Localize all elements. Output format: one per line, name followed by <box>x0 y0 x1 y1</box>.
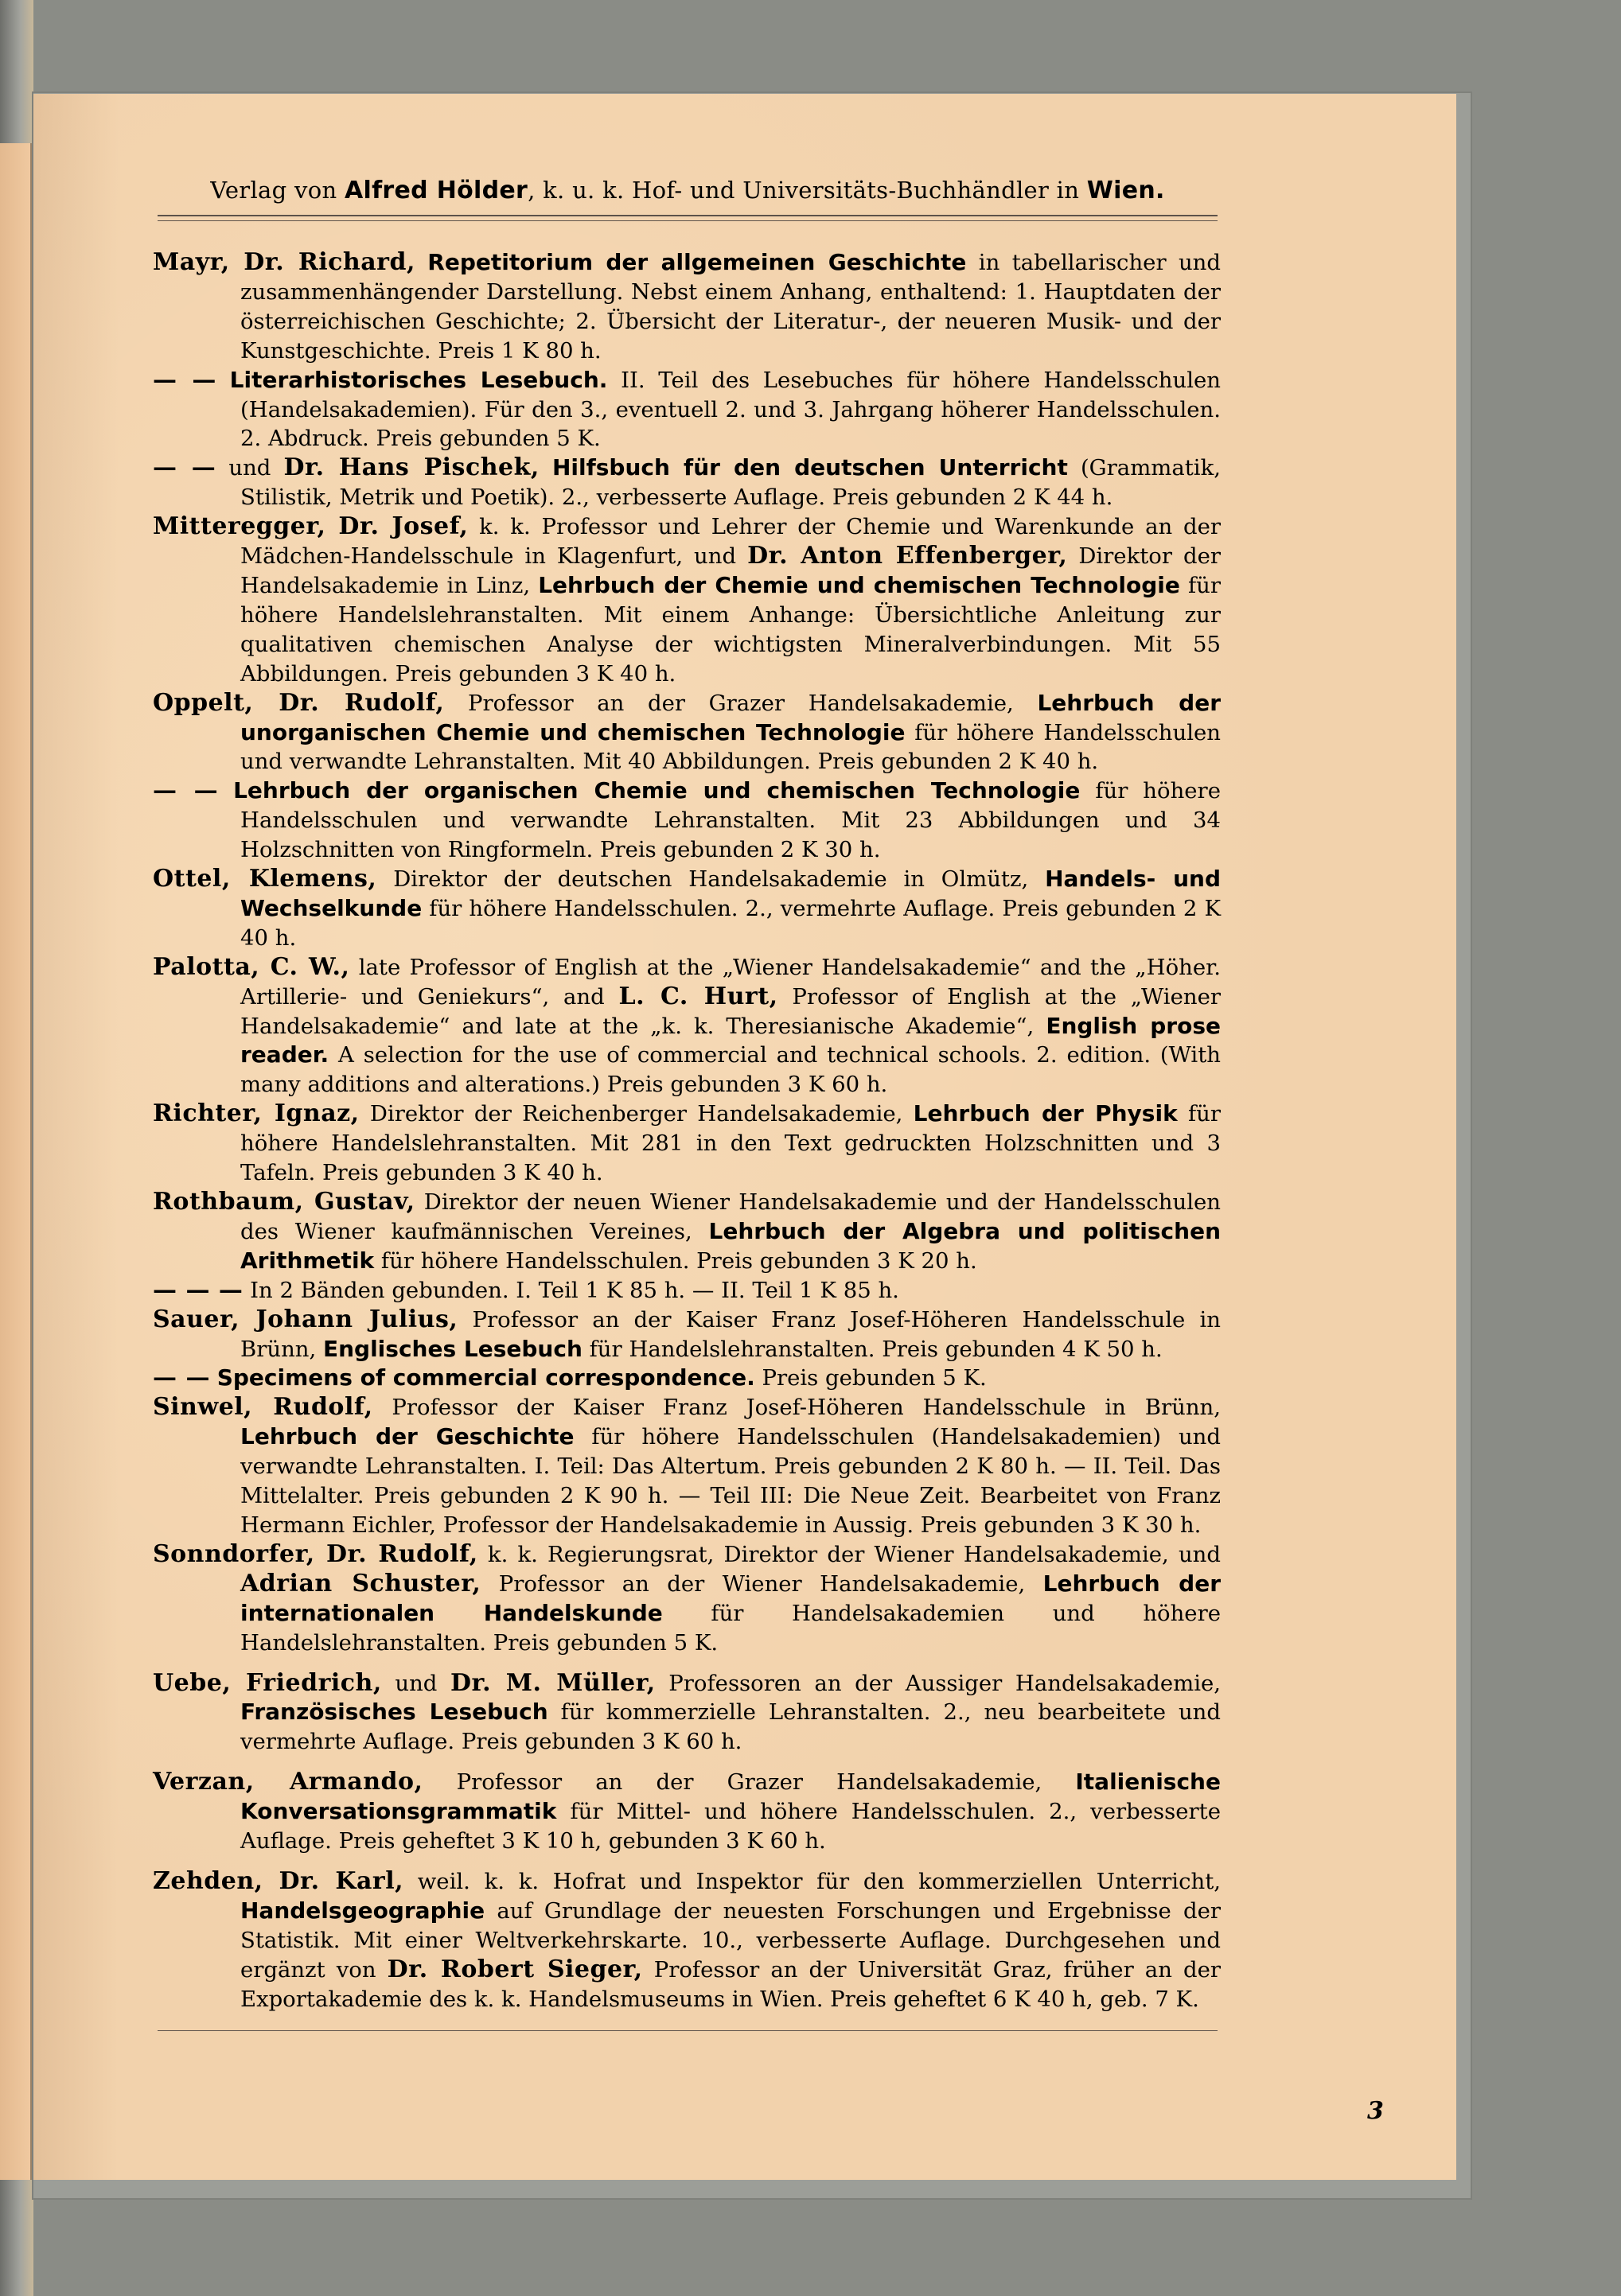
header-middle: , k. u. k. Hof- und Universitäts-Buchhändler in <box>528 177 1080 204</box>
catalog-entry <box>153 1306 1221 1364</box>
catalog-entry <box>153 1188 1221 1276</box>
entry-description-3: für kommerzielle Lehranstalten. 2., neu bearbeitete und vermehrte Auflage. Preis gebunden 3 K 60 h. <box>240 1699 1221 1755</box>
entry-author: Ottel, Klemens, <box>153 865 377 893</box>
entry-title: Lehrbuch der Chemie und chemischen Technologie <box>538 571 1180 598</box>
header-publisher: Alfred Hölder <box>344 177 528 204</box>
header-prefix: Verlag von <box>210 177 337 204</box>
entry-title: Handelsgeographie <box>240 1897 485 1924</box>
entry-ditto: — — <box>153 453 216 482</box>
entry-title: English prose reader. <box>240 1012 1221 1068</box>
entry-author: Sauer, Johann Julius, <box>153 1305 458 1333</box>
catalog-entry <box>153 1867 1221 2014</box>
entry-coauthor: Dr. Hans Pischek, <box>283 453 540 482</box>
entry-ditto: — — — <box>153 1275 244 1304</box>
entry-title: Lehrbuch der Geschichte <box>240 1423 575 1450</box>
entry-description: k. k. Professor und Lehrer der Chemie und Warenkunde an der Mädchen-Handelsschule in Klagenfurt, und <box>240 514 1221 570</box>
catalog-entry <box>153 865 1221 953</box>
catalog-entry <box>153 512 1221 688</box>
entry-description-2: Professor an der Wiener Handelsakademie, <box>481 1570 1043 1597</box>
entry-author: Rothbaum, Gustav, <box>153 1188 415 1216</box>
entry-author: Zehden, Dr. Karl, <box>153 1866 404 1895</box>
entry-description: Professor an der Grazer Handelsakademie, <box>423 1769 1076 1796</box>
entry-description-2: für höhere Handelslehranstalten. Mit 281 in den Text gedruckten Holzschnitten und 3 Tafeln. Preis gebunden 3 K 40 h. <box>240 1101 1221 1186</box>
entry-description: Professor an der Kaiser Franz Josef-Höheren Handelsschule in Brünn, <box>240 1306 1221 1362</box>
entry-description-3: Professor an der Universität Graz, früher an der Exportakademie des k. k. Handelsmuseums in Wien. Preis geheftet 6 K 40 h, geb. 7 K. <box>240 1956 1221 2012</box>
entry-description: (Grammatik, Stilistik, Metrik und Poetik). 2., verbesserte Auflage. Preis gebunden 2 K 44 h. <box>240 455 1221 511</box>
entry-description: für höhere Handelsschulen und verwandte Lehranstalten. Mit 23 Abbildungen und 34 Holzschnitten von Ringformeln. Preis gebunden 2 K 30 h. <box>240 778 1221 863</box>
header-rule <box>158 215 1218 216</box>
entry-author: Mitteregger, Dr. Josef, <box>153 512 469 541</box>
catalog-entry <box>153 953 1221 1100</box>
entry-author: Palotta, C. W., <box>153 952 350 981</box>
entry-description: Professor der Kaiser Franz Josef-Höheren Handelsschule in Brünn, <box>372 1395 1222 1421</box>
entry-author: Uebe, Friedrich, <box>153 1668 382 1697</box>
entry-description: II. Teil des Lesebuches für höhere Handelsschulen (Handelsakademien). Für den 3., eventuell 2. und 3. Jahrgang höherer Handelsschulen. 2. Abdruck. Preis gebunden 5 K. <box>240 367 1221 452</box>
entry-author: Sinwel, Rudolf, <box>153 1393 373 1422</box>
catalog-entries <box>153 248 1221 2014</box>
entry-description: Direktor der neuen Wiener Handelsakademie und der Handelsschulen des Wiener kaufmännischen Vereines, <box>240 1189 1222 1244</box>
entry-description: In 2 Bänden gebunden. I. Teil 1 K 85 h. — II. Teil 1 K 85 h. <box>243 1277 899 1303</box>
entry-title: Lehrbuch der unorganischen Chemie und chemischen Technologie <box>240 689 1222 745</box>
entry-author: Sonndorfer, Dr. Rudolf, <box>153 1539 478 1568</box>
entry-description-3: A selection for the use of commercial and technical schools. 2. edition. (With many additions and alterations.) Preis gebunden 3 K 60 h. <box>240 1042 1221 1098</box>
entry-title: Lehrbuch der Physik <box>913 1100 1178 1127</box>
footer-rule <box>158 2030 1218 2031</box>
entry-author: Mayr, Dr. Richard, <box>153 248 415 276</box>
entry-description-2: Professor of English at the „Wiener Handelsakademie“ and late at the „k. k. Theresianische Akademie“, <box>240 983 1222 1039</box>
entry-author: Richter, Ignaz, <box>153 1099 360 1128</box>
catalog-entry <box>153 453 1221 512</box>
entry-description-2: für höhere Handelsschulen (Handelsakademien) und verwandte Lehranstalten. I. Teil: Das Altertum. Preis gebunden 2 K 80 h. — II. Teil. Das Mittelalter. Preis gebunden 2 K 90 h. — Teil III: Die Neue Zeit. Bearbeitet von Franz Hermann Eichler, Professor der Handelsakademie in Aussig. Preis gebunden 3 K 30 h. <box>240 1424 1221 1538</box>
entry-description-2: auf Grundlage der neuesten Forschungen und Ergebnisse der Statistik. Mit einer Weltverkehrskarte. 10., verbesserte Auflage. Durchgesehen und ergänzt von <box>240 1897 1221 1983</box>
catalog-entry <box>153 1768 1221 1856</box>
entry-author: Verzan, Armando, <box>153 1768 423 1796</box>
entry-description: late Professor of English at the „Wiener Handelsakademie“ and the „Höher. Artillerie- und Geniekurs“, and <box>240 954 1221 1010</box>
entry-coauthor: Adrian Schuster, <box>240 1569 481 1597</box>
entry-description: und <box>381 1670 450 1696</box>
catalog-entry <box>153 776 1221 865</box>
entry-coauthor: Dr. Robert Sieger, <box>387 1955 643 1983</box>
catalog-entry <box>153 1393 1221 1540</box>
entry-description-2: für höhere Handelsschulen. 2., vermehrte Auflage. Preis gebunden 2 K 40 h. <box>240 895 1221 951</box>
entry-title: Französisches Lesebuch <box>240 1699 548 1726</box>
entry-title: Hilfsbuch für den deutschen Unterricht <box>551 454 1068 481</box>
entry-title: Lehrbuch der internationalen Handelskunde <box>240 1570 1221 1626</box>
entry-title: Englisches Lesebuch <box>322 1335 583 1362</box>
entry-description: weil. k. k. Hofrat und Inspektor für den kommerziellen Unterricht, <box>403 1868 1221 1894</box>
entry-description: k. k. Regierungsrat, Direktor der Wiener Handelsakademie, und <box>477 1541 1221 1567</box>
catalog-entry <box>153 248 1221 366</box>
entry-description: Direktor der Reichenberger Handelsakademie, <box>359 1101 914 1127</box>
catalog-entry <box>153 1669 1221 1757</box>
entry-description: Professor an der Grazer Handelsakademie, <box>444 690 1038 716</box>
entry-description-2: für Handelslehranstalten. Preis gebunden 4 K 50 h. <box>582 1336 1163 1362</box>
header-rule-thin <box>158 220 1218 221</box>
entry-author: Oppelt, Dr. Rudolf, <box>153 688 445 717</box>
entry-description-2: Direktor der Handelsakademie in Linz, <box>240 543 1222 598</box>
entry-title: Specimens of commercial correspondence. <box>216 1364 755 1391</box>
entry-description-2: für höhere Handelsschulen. Preis gebunden 3 K 20 h. <box>374 1247 977 1274</box>
catalog-entry <box>153 1099 1221 1188</box>
entry-description-2: für höhere Handelsschulen und verwandte Lehranstalten. Mit 40 Abbildungen. Preis gebunden 2 K 40 h. <box>240 719 1222 775</box>
catalog-entry <box>153 1364 1221 1393</box>
page-number: 3 <box>1367 2097 1384 2125</box>
entry-title: Italienische Konversationsgrammatik <box>240 1769 1221 1825</box>
entry-description: in tabellarischer und zusammenhängender Darstellung. Nebst einem Anhang, enthaltend: 1. Hauptdaten der österreichischen Geschichte; 2. Übersicht der Literatur-, der neueren Musik- und der Kunstgeschichte. Preis 1 K 80 h. <box>240 250 1221 364</box>
facing-page-edge <box>0 143 32 2180</box>
entry-description-2: für Mittel- und höhere Handelsschulen. 2., verbesserte Auflage. Preis geheftet 3 K 10 h, gebunden 3 K 60 h. <box>240 1799 1221 1854</box>
catalog-entry <box>153 1276 1221 1306</box>
entry-title: Repetitorium der allgemeinen Geschichte <box>427 249 967 275</box>
entry-description-3: für Handelsakademien und höhere Handelslehranstalten. Preis gebunden 5 K. <box>240 1600 1221 1656</box>
entry-ditto: — — <box>153 365 216 394</box>
entry-title: Handels- und Wechselkunde <box>240 866 1221 921</box>
entry-title: Lehrbuch der organischen Chemie und chemischen Technologie <box>233 777 1081 804</box>
entry-description: Direktor der deutschen Handelsakademie in Olmütz, <box>376 866 1046 893</box>
entry-ditto: — — <box>153 1364 210 1392</box>
entry-coauthor: L. C. Hurt, <box>618 982 778 1010</box>
catalog-entry <box>153 1540 1221 1658</box>
entry-connector: und <box>216 455 284 481</box>
entry-ditto: — — <box>153 776 219 805</box>
header-city: Wien. <box>1086 177 1165 204</box>
entry-description-2: Professoren an der Aussiger Handelsakademie, <box>655 1670 1222 1696</box>
catalog-entry <box>153 366 1221 454</box>
catalog-entry <box>153 689 1221 777</box>
entry-title: Literarhistorisches Lesebuch. <box>229 366 608 393</box>
entry-description: Preis gebunden 5 K. <box>754 1365 987 1391</box>
entry-description-3: für höhere Handelslehranstalten. Mit einem Anhange: Übersichtliche Anleitung zur qualitativen chemischen Analyse der wichtigsten Mineralverbindungen. Mit 55 Abbildungen. Preis gebunden 3 K 40 h. <box>240 572 1221 687</box>
entry-coauthor: Dr. M. Müller, <box>450 1668 656 1697</box>
publisher-header <box>158 177 1218 204</box>
entry-title: Lehrbuch der Algebra und politischen Arithmetik <box>240 1217 1221 1274</box>
entry-coauthor: Dr. Anton Effenberger, <box>747 542 1068 570</box>
